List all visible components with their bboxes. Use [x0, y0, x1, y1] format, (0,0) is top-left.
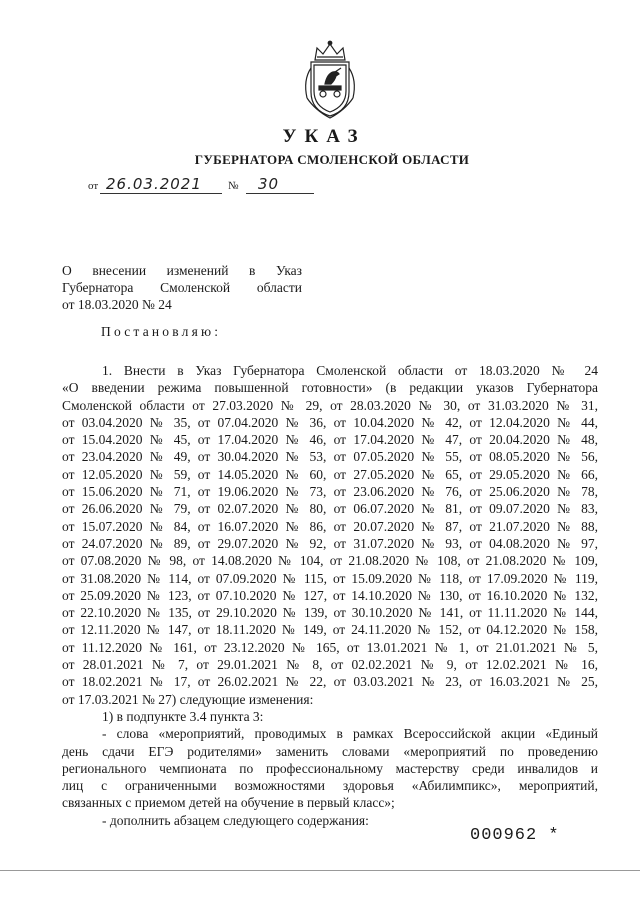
body-line: от 23.04.2020 № 49, от 30.04.2020 № 53, от 07.05.2020 № 55, от 08.05.2020 № 56,	[62, 449, 598, 465]
document-caption	[62, 262, 302, 313]
document-subtitle: ГУБЕРНАТОРА СМОЛЕНСКОЙ ОБЛАСТИ	[194, 152, 470, 167]
body-line: от 07.08.2020 № 98, от 14.08.2020 № 104, от 21.08.2020 № 108, от 21.08.2020 № 109,	[62, 553, 598, 569]
body-line: от 24.07.2020 № 89, от 29.07.2020 № 92, от 31.07.2020 № 93, от 04.08.2020 № 97,	[62, 535, 598, 551]
number-label: №	[228, 180, 239, 192]
body-line: от 18.02.2021 № 17, от 26.02.2021 № 22, от 03.03.2021 № 23, от 16.03.2021 № 25,	[62, 674, 598, 690]
decree-word: Постановляю:	[101, 324, 222, 339]
body-line: лиц с ограниченными возможностями здоровья «Абилимпикс», мероприятий,	[62, 778, 598, 794]
body-line: - слова «мероприятий, проводимых в рамках Всероссийской акции «Единый	[102, 726, 598, 742]
body-line: от 15.04.2020 № 45, от 17.04.2020 № 46, от 17.04.2020 № 47, от 20.04.2020 № 48,	[62, 432, 598, 448]
body-line: день сдачи ЕГЭ родителями» заменить словами «мероприятий по проведению	[62, 743, 598, 759]
body-line: от 11.12.2020 № 161, от 23.12.2020 № 165, от 13.01.2021 № 1, от 21.01.2021 № 5,	[62, 639, 598, 655]
page-bottom-rule	[0, 870, 640, 871]
body-line: от 12.05.2020 № 59, от 14.05.2020 № 60, от 27.05.2020 № 65, от 29.05.2020 № 66,	[62, 466, 598, 482]
caption-line: от 18.03.2020 № 24	[62, 297, 172, 312]
caption-line: Губернатора Смоленской области	[62, 280, 302, 295]
body-line: от 22.10.2020 № 135, от 29.10.2020 № 139, от 30.10.2020 № 141, от 11.11.2020 № 144,	[62, 605, 598, 621]
body-line: от 31.08.2020 № 114, от 07.09.2020 № 115, от 15.09.2020 № 118, от 17.09.2020 № 119,	[62, 570, 598, 586]
date-value: 26.03.2021	[106, 175, 202, 193]
date-number-line	[88, 175, 328, 195]
body-line: 1) в подпункте 3.4 пункта 3:	[102, 708, 264, 724]
date-label: от	[88, 180, 99, 192]
number-value: 30	[258, 175, 280, 193]
body-line: - дополнить абзацем следующего содержания:	[102, 812, 369, 828]
body-line: «О введении режима повышенной готовности» (в редакции указов Губернатора	[62, 380, 598, 396]
number-underline	[246, 193, 314, 194]
body-line: от 12.11.2020 № 147, от 18.11.2020 № 149, от 24.11.2020 № 152, от 04.12.2020 № 158,	[62, 622, 598, 638]
body-line: от 28.01.2021 № 7, от 29.01.2021 № 8, от 02.02.2021 № 9, от 12.02.2021 № 16,	[62, 657, 598, 673]
body-line: от 03.04.2020 № 35, от 07.04.2020 № 36, от 10.04.2020 № 42, от 12.04.2020 № 44,	[62, 414, 598, 430]
document-body	[62, 362, 598, 829]
document-title: УКАЗ	[282, 126, 366, 147]
date-underline	[100, 193, 222, 194]
document-serial-code: 000962 *	[470, 826, 560, 845]
body-line: от 26.06.2020 № 79, от 02.07.2020 № 80, от 06.07.2020 № 81, от 09.07.2020 № 83,	[62, 501, 598, 517]
body-line: связанных с приемом детей на обучение в первый класс»;	[62, 795, 395, 811]
body-line: от 17.03.2021 № 27) следующие изменения:	[62, 691, 314, 707]
body-line: 1. Внести в Указ Губернатора Смоленской области от 18.03.2020 № 24	[102, 363, 598, 378]
caption-line: О внесении изменений в Указ	[62, 263, 302, 278]
body-line: регионального чемпионата по профессиональному мастерству среди инвалидов и	[62, 760, 598, 776]
body-line: Смоленской области от 27.03.2020 № 29, от 28.03.2020 № 30, от 31.03.2020 № 31,	[62, 397, 598, 413]
body-line: от 15.06.2020 № 71, от 19.06.2020 № 73, от 23.06.2020 № 76, от 25.06.2020 № 78,	[62, 484, 598, 500]
body-line: от 15.07.2020 № 84, от 16.07.2020 № 86, от 20.07.2020 № 87, от 21.07.2020 № 88,	[62, 518, 598, 534]
smolensk-coat-of-arms-icon	[297, 40, 363, 120]
body-line: от 25.09.2020 № 123, от 07.10.2020 № 127, от 14.10.2020 № 130, от 16.10.2020 № 132,	[62, 587, 598, 603]
